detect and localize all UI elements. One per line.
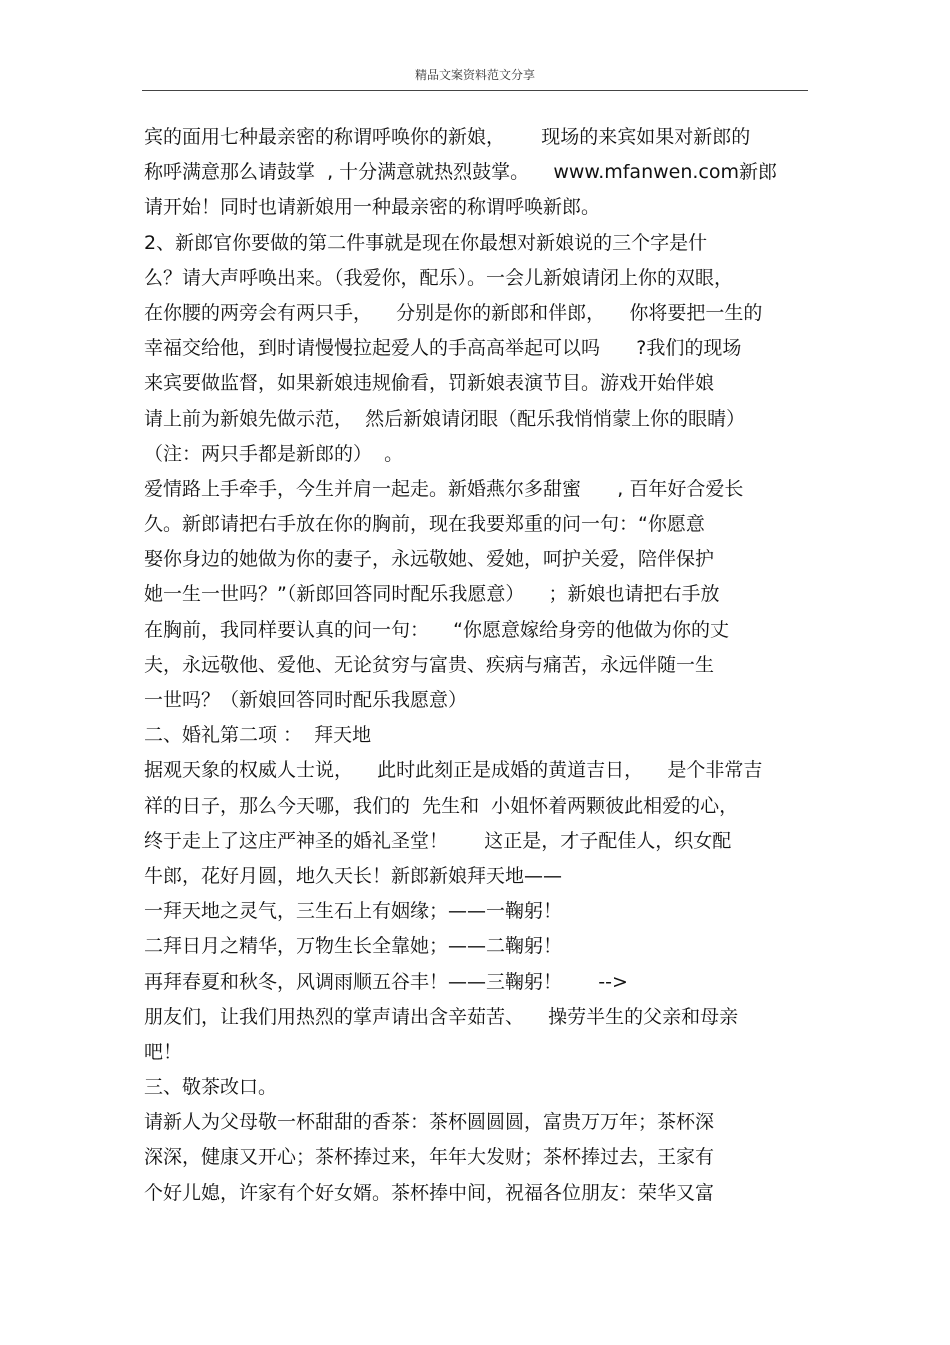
text-line: 在你腰的两旁会有两只手， 分别是你的新郎和伴郎， 你将要把一生的 <box>144 301 763 324</box>
text-line: 她一生一世吗？”（新郎回答同时配乐我愿意） ；新娘也请把右手放 <box>144 583 720 606</box>
text-line: 深深，健康又开心；茶杯捧过来，年年大发财；茶杯捧过去，王家有 <box>144 1146 715 1169</box>
text-line: 2、新郎官你要做的第二件事就是现在你最想对新娘说的三个字是什 <box>144 231 708 254</box>
text-line: 称呼满意那么请鼓掌 , 十分满意就热烈鼓掌。 www.mfanwen.com新郎 <box>144 161 778 184</box>
text-line: 在胸前，我同样要认真的问一句： “你愿意嫁给身旁的他做为你的丈 <box>144 618 730 641</box>
section-heading: 三、敬茶改口。 <box>144 1076 278 1099</box>
text-line: 再拜春夏和秋冬，风调雨顺五谷丰！——三鞠躬！ --> <box>144 970 628 993</box>
text-line: 幸福交给他，到时请慢慢拉起爱人的手高高举起可以吗 ?我们的现场 <box>144 337 742 360</box>
text-line: 一世吗？（新娘回答同时配乐我愿意） <box>144 689 468 711</box>
text-line: 宾的面用七种最亲密的称谓呼唤你的新娘， 现场的来宾如果对新郎的 <box>144 126 751 148</box>
page-header: 精品文案资料范文分享 <box>414 68 535 82</box>
section-heading: 二、婚礼第二项 ： 拜天地 <box>144 724 372 747</box>
text-line: 爱情路上手牵手，今生并肩一起走。新婚燕尔多甜蜜 , 百年好合爱长 <box>144 477 744 500</box>
text-line: 朋友们，让我们用热烈的掌声请出含辛茹苦、 操劳半生的父亲和母亲 <box>144 1005 739 1028</box>
text-line: 久。新郎请把右手放在你的胸前，现在我要郑重的问一句：“你愿意 <box>144 513 705 536</box>
text-line: 么？请大声呼唤出来。（我爱你，配乐）。一会儿新娘请闭上你的双眼， <box>144 266 734 289</box>
document-body <box>144 120 814 1211</box>
text-line: 请开始！同时也请新娘用一种最亲密的称谓呼唤新郎。 <box>144 196 601 219</box>
text-line: 请上前为新娘先做示范， 然后新娘请闭眼（配乐我悄悄蒙上你的眼睛） <box>144 407 746 430</box>
text-line: 祥的日子，那么今天哪，我们的 先生和 小姐怀着两颗彼此相爱的心， <box>144 794 739 817</box>
text-line: 二拜日月之精华，万物生长全靠她；——二鞠躬！ <box>144 935 563 958</box>
text-line: 请新人为父母敬一杯甜甜的香茶：茶杯圆圆圆，富贵万万年；茶杯深 <box>144 1111 715 1134</box>
text-line: 来宾要做监督，如果新娘违规偷看，罚新娘表演节目。游戏开始伴娘 <box>144 372 715 395</box>
text-line: 牛郎，花好月圆，地久天长！新郎新娘拜天地—— <box>144 864 563 887</box>
text-line: （注：两只手都是新郎的） 。 <box>144 442 404 465</box>
text-line: 夫，永远敬他、爱他、无论贫穷与富贵、疾病与痛苦，永远伴随一生 <box>144 653 715 676</box>
text-line: 个好儿媳，许家有个好女婿。茶杯捧中间，祝福各位朋友：荣华又富 <box>144 1181 715 1204</box>
text-line: 一拜天地之灵气，三生石上有姻缘；——一鞠躬！ <box>144 900 563 923</box>
text-line: 终于走上了这庄严神圣的婚礼圣堂！ 这正是，才子配佳人，织女配 <box>144 829 732 852</box>
header-divider <box>142 90 808 91</box>
text-line: 据观天象的权威人士说， 此时此刻正是成婚的黄道吉日， 是个非常吉 <box>144 759 763 782</box>
text-line: 娶你身边的她做为你的妻子，永远敬她、爱她，呵护关爱，陪伴保护 <box>144 548 715 571</box>
text-line: 吧！ <box>144 1040 183 1063</box>
